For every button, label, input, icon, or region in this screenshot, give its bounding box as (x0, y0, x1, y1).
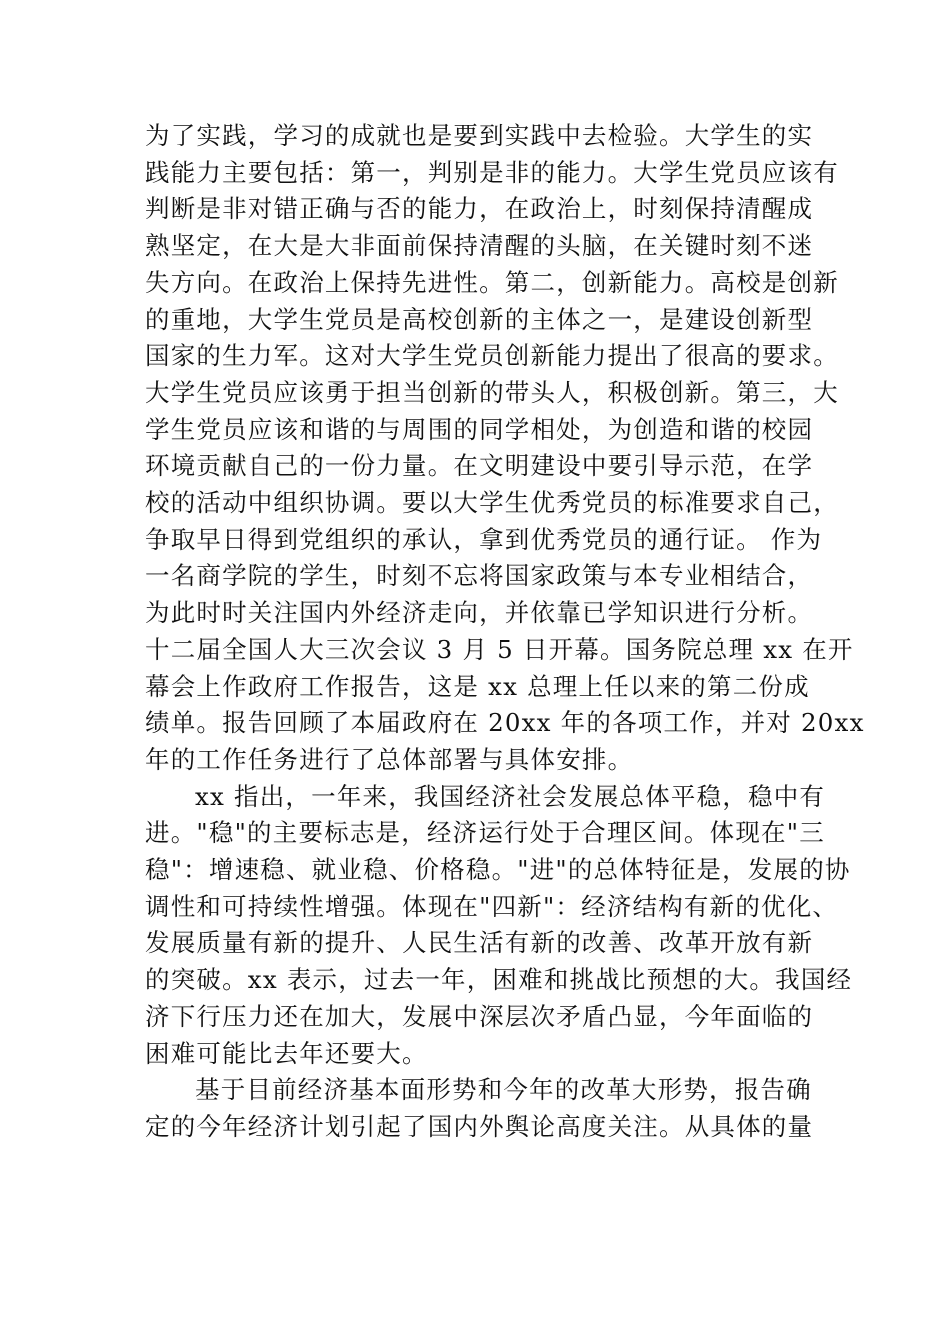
paragraph (145, 118, 865, 779)
text-line: 定的今年经济计划引起了国内外舆论高度关注。从具体的量 (145, 1111, 814, 1141)
text-line: 国家的生力军。这对大学生党员创新能力提出了很高的要求。 (145, 341, 839, 371)
text-line: 熟坚定，在大是大非面前保持清醒的头脑，在关键时刻不迷 (145, 231, 814, 261)
text-line: 基于目前经济基本面形势和今年的改革大形势，报告确 (195, 1075, 812, 1105)
document-body (145, 118, 865, 1146)
text-line: 进。"稳"的主要标志是，经济运行处于合理区间。体现在"三 (145, 818, 825, 848)
text-line: 践能力主要包括：第一，判别是非的能力。大学生党员应该有 (145, 157, 839, 187)
text-line: 困难可能比去年还要大。 (145, 1038, 428, 1068)
text-line: 争取早日得到党组织的承认，拿到优秀党员的通行证。 作为 (145, 524, 823, 554)
text-line: 大学生党员应该勇于担当创新的带头人，积极创新。第三，大 (145, 377, 839, 407)
text-line: 稳"：增速稳、就业稳、价格稳。"进"的总体特征是，发展的协 (145, 855, 851, 885)
text-line: 失方向。在政治上保持先进性。第二，创新能力。高校是创新 (145, 267, 839, 297)
text-line: 一名商学院的学生，时刻不忘将国家政策与本专业相结合， (145, 561, 814, 591)
text-line: 幕会上作政府工作报告，这是 xx 总理上任以来的第二份成 (145, 671, 810, 701)
text-line: 绩单。报告回顾了本届政府在 20xx 年的各项工作，并对 20xx (145, 708, 865, 738)
text-line: 调性和可持续性增强。体现在"四新"：经济结构有新的优化、 (145, 891, 839, 921)
text-line: 济下行压力还在加大，发展中深层次矛盾凸显，今年面临的 (145, 1001, 814, 1031)
text-line: 校的活动中组织协调。要以大学生优秀党员的标准要求自己， (145, 488, 839, 518)
text-line: 的突破。xx 表示，过去一年，困难和挑战比预想的大。我国经 (145, 965, 853, 995)
text-line: 十二届全国人大三次会议 3 月 5 日开幕。国务院总理 xx 在开 (145, 634, 854, 664)
text-line: xx 指出，一年来，我国经济社会发展总体平稳，稳中有 (195, 781, 826, 811)
text-line: 年的工作任务进行了总体部署与具体安排。 (145, 744, 634, 774)
text-line: 判断是非对错正确与否的能力，在政治上，时刻保持清醒成 (145, 194, 814, 224)
text-line: 发展质量有新的提升、人民生活有新的改善、改革开放有新 (145, 928, 814, 958)
text-line: 的重地，大学生党员是高校创新的主体之一，是建设创新型 (145, 304, 814, 334)
paragraph (145, 1072, 825, 1145)
paragraph (145, 779, 853, 1073)
text-line: 为了实践，学习的成就也是要到实践中去检验。大学生的实 (145, 121, 814, 150)
text-line: 为此时时关注国内外经济走向，并依靠已学知识进行分析。 (145, 598, 814, 628)
text-line: 学生党员应该和谐的与周围的同学相处，为创造和谐的校园 (145, 414, 814, 444)
text-line: 环境贡献自己的一份力量。在文明建设中要引导示范，在学 (145, 451, 814, 481)
